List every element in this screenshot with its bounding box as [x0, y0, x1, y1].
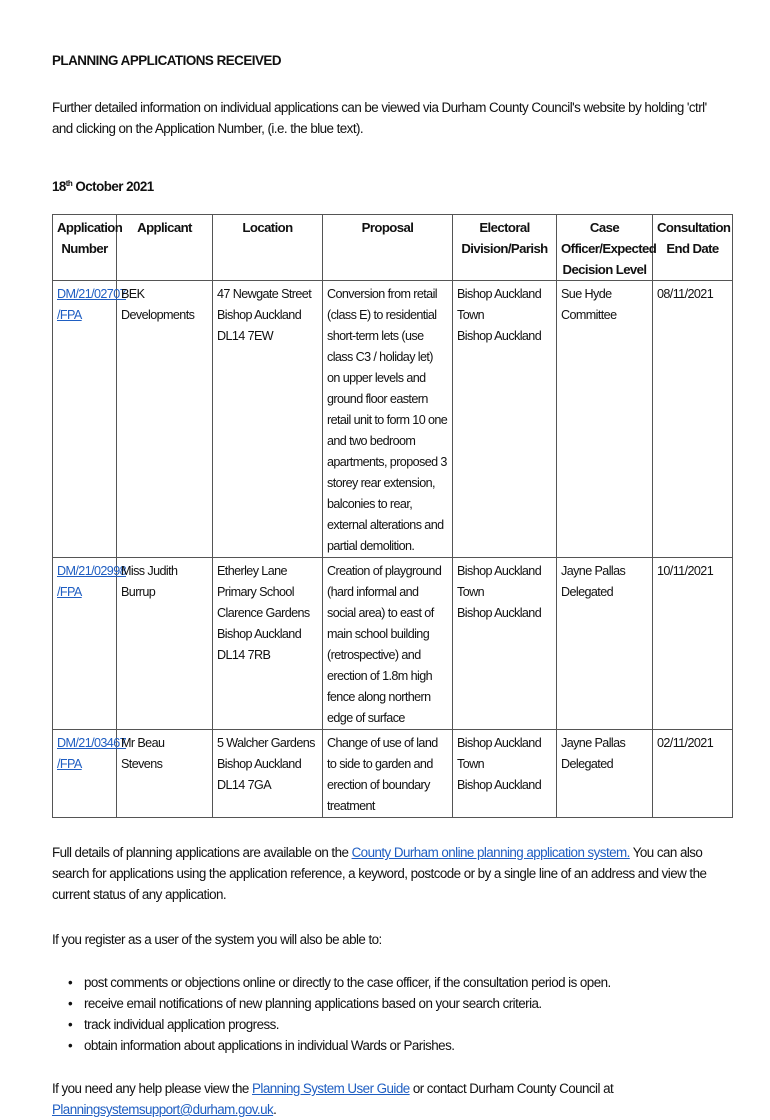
full-details-paragraph: Full details of planning applications are available on the County Durham online planning application system. You can also search for applications using the application reference, a keyword, postcode or by a single line of an address and view the current status of any application.	[52, 845, 707, 902]
support-email-link[interactable]: Planningsystemsupport@durham.gov.uk	[52, 1102, 274, 1117]
list-item: • track individual application progress.	[84, 1014, 732, 1035]
division-cell: Bishop Auckland Town Bishop Auckland	[453, 281, 557, 558]
location-cell: 5 Walcher Gardens Bishop Auckland DL14 7GA	[213, 730, 323, 818]
end-date-cell: 08/11/2021	[653, 281, 733, 558]
header-proposal: Proposal	[323, 215, 453, 281]
applications-table	[52, 214, 733, 818]
applicant-cell: Miss Judith Burrup	[117, 558, 213, 730]
bullet-icon: •	[68, 1017, 73, 1032]
division-cell: Bishop Auckland Town Bishop Auckland	[453, 730, 557, 818]
table-row	[53, 558, 733, 730]
list-item: • receive email notifications of new planning applications based on your search criteria.	[84, 993, 732, 1014]
header-application-number: Application Number	[53, 215, 117, 281]
end-date-cell: 10/11/2021	[653, 558, 733, 730]
list-item: • obtain information about applications in individual Wards or Parishes.	[84, 1035, 732, 1056]
table-row	[53, 730, 733, 818]
online-planning-system-link[interactable]: County Durham online planning application system.	[351, 845, 630, 860]
user-guide-link[interactable]: Planning System User Guide	[252, 1081, 410, 1096]
officer-cell: Jayne Pallas Delegated	[557, 558, 653, 730]
bullet-icon: •	[68, 1038, 73, 1053]
applicant-cell: BEK Developments	[117, 281, 213, 558]
applicant-cell: Mr Beau Stevens	[117, 730, 213, 818]
officer-cell: Sue Hyde Committee	[557, 281, 653, 558]
proposal-cell: Conversion from retail (class E) to residential short-term lets (use class C3 / holiday let) on upper levels and ground floor eastern retail unit to form 10 one and two bedroom apartments, proposed 3 storey rear extension, balconies to rear, external alterations and partial demolition.	[323, 281, 453, 558]
location-cell: 47 Newgate Street Bishop Auckland DL14 7EW	[213, 281, 323, 558]
date-day: 18	[52, 179, 66, 194]
proposal-cell: Creation of playground (hard informal and social area) to east of main school building (retrospective) and erection of 1.8m high fence along northern edge of surface	[323, 558, 453, 730]
report-date	[52, 173, 732, 197]
bullet-icon: •	[68, 996, 73, 1011]
application-number-link[interactable]: DM/21/02707 /FPA	[57, 287, 127, 322]
division-cell: Bishop Auckland Town Bishop Auckland	[453, 558, 557, 730]
application-number-link[interactable]: DM/21/02998 /FPA	[57, 564, 127, 599]
proposal-cell: Change of use of land to side to garden and erection of boundary treatment	[323, 730, 453, 818]
benefits-list	[52, 972, 732, 1056]
help-paragraph: If you need any help please view the Planning System User Guide or contact Durham County Council at Planningsystemsupport@durham.gov.uk.	[52, 1081, 614, 1117]
list-item: • post comments or objections online or directly to the case officer, if the consultation period is open.	[84, 972, 732, 993]
page-title: PLANNING APPLICATIONS RECEIVED	[52, 53, 282, 68]
date-suffix: th	[65, 179, 73, 188]
application-number-cell	[53, 558, 127, 730]
header-consultation-end-date: Consultation End Date	[653, 215, 733, 281]
officer-cell: Jayne Pallas Delegated	[557, 730, 653, 818]
date-rest: October 2021	[72, 179, 154, 194]
table-header-row	[53, 215, 733, 281]
bullet-icon: •	[68, 975, 73, 990]
application-number-link[interactable]: DM/21/03467 /FPA	[57, 736, 127, 771]
header-case-officer: Case Officer/Expected Decision Level	[557, 215, 653, 281]
location-cell: Etherley Lane Primary School Clarence Gardens Bishop Auckland DL14 7RB	[213, 558, 323, 730]
end-date-cell: 02/11/2021	[653, 730, 733, 818]
header-applicant: Applicant	[117, 215, 213, 281]
application-number-cell	[53, 281, 127, 558]
intro-paragraph: Further detailed information on individual applications can be viewed via Durham County Council's website by holding 'ctrl' and clicking on the Application Number, (i.e. the blue text).	[52, 100, 707, 136]
application-number-cell	[53, 730, 127, 818]
header-location: Location	[213, 215, 323, 281]
table-row	[53, 281, 733, 558]
header-electoral-division: Electoral Division/Parish	[453, 215, 557, 281]
register-paragraph: If you register as a user of the system you will also be able to:	[52, 932, 382, 947]
